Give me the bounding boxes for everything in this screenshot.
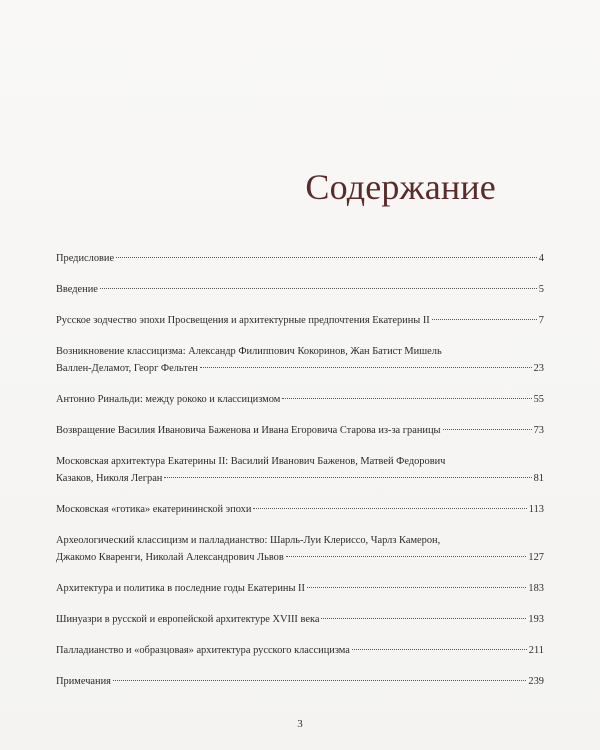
toc-entry bbox=[56, 501, 544, 518]
dot-leader bbox=[200, 367, 532, 368]
toc-entry bbox=[56, 532, 544, 566]
toc-entry bbox=[56, 391, 544, 408]
toc-entry-line-last bbox=[56, 642, 544, 659]
page-number: 3 bbox=[297, 718, 303, 730]
toc-entry-page: 239 bbox=[528, 676, 544, 687]
toc-entry-line-last bbox=[56, 391, 544, 408]
toc-entry-line-last bbox=[56, 312, 544, 329]
toc-entry-title: Русское зодчество эпохи Просвещения и архитектурные предпочтения Екатерины II bbox=[56, 315, 430, 326]
toc-entry-title: Примечания bbox=[56, 676, 111, 687]
toc-entry-title: Антонио Ринальди: между рококо и классицизмом bbox=[56, 394, 281, 405]
toc-entry-line-last bbox=[56, 580, 544, 597]
dot-leader bbox=[113, 680, 526, 681]
dot-leader bbox=[307, 587, 526, 588]
toc-entry bbox=[56, 281, 544, 298]
toc-entry-title: Палладианство и «образцовая» архитектура русского классицизма bbox=[56, 645, 350, 656]
toc-entry-page: 81 bbox=[533, 473, 544, 484]
dot-leader bbox=[253, 508, 526, 509]
toc-entry-title: Валлен-Деламот, Георг Фельтен bbox=[56, 363, 198, 374]
toc-entry bbox=[56, 422, 544, 439]
toc-entry-page: 55 bbox=[533, 394, 544, 405]
toc-entry-line-last bbox=[56, 360, 544, 377]
toc-entry-line-last bbox=[56, 470, 544, 487]
toc-entry-page: 23 bbox=[533, 363, 544, 374]
toc-entry-page: 183 bbox=[528, 583, 544, 594]
toc-entry-title: Шинуазри в русской и европейской архитектуре XVIII века bbox=[56, 614, 320, 625]
toc-entry-page: 193 bbox=[528, 614, 544, 625]
toc-entry bbox=[56, 343, 544, 377]
toc-entry-line-last bbox=[56, 281, 544, 298]
toc-entry bbox=[56, 611, 544, 628]
dot-leader bbox=[116, 257, 537, 258]
dot-leader bbox=[164, 477, 531, 478]
toc-entry-title: Архитектура и политика в последние годы Екатерины II bbox=[56, 583, 305, 594]
toc-entry bbox=[56, 580, 544, 597]
toc-entry-title: Введение bbox=[56, 284, 98, 295]
toc-entry bbox=[56, 642, 544, 659]
dot-leader bbox=[282, 398, 531, 399]
toc-entry-title: Московская архитектура Екатерины II: Василий Иванович Баженов, Матвей Федорович bbox=[56, 456, 446, 467]
toc-entry-title: Возвращение Василия Ивановича Баженова и Ивана Егоровича Старова из-за границы bbox=[56, 425, 441, 436]
dot-leader bbox=[352, 649, 527, 650]
toc-entry bbox=[56, 250, 544, 267]
toc-entry-line-last bbox=[56, 549, 544, 566]
toc-entry-line-last bbox=[56, 250, 544, 267]
toc-entry-line-last bbox=[56, 422, 544, 439]
toc-entry-page: 113 bbox=[528, 504, 544, 515]
dot-leader bbox=[100, 288, 537, 289]
toc-entry-title: Предисловие bbox=[56, 253, 115, 264]
toc-entry-page: 73 bbox=[533, 425, 544, 436]
toc-entry-line-last bbox=[56, 673, 544, 690]
toc-entry-title: Московская «готика» екатерининской эпохи bbox=[56, 504, 252, 515]
page-title: Содержание bbox=[305, 167, 496, 207]
toc-entry-title: Возникновение классицизма: Александр Филиппович Кокоринов, Жан Батист Мишель bbox=[56, 346, 442, 357]
toc-entry-title: Казаков, Николя Легран bbox=[56, 473, 163, 484]
toc-entry-page: 5 bbox=[538, 284, 544, 295]
toc-entry bbox=[56, 453, 544, 487]
toc-entry-line-last bbox=[56, 501, 544, 518]
dot-leader bbox=[321, 618, 526, 619]
dot-leader bbox=[432, 319, 537, 320]
toc-entry-page: 127 bbox=[528, 552, 544, 563]
toc-entry-page: 7 bbox=[538, 315, 544, 326]
toc-entry bbox=[56, 673, 544, 690]
dot-leader bbox=[443, 429, 532, 430]
toc-entry-page: 211 bbox=[528, 645, 544, 656]
toc-entry bbox=[56, 312, 544, 329]
toc-entry-title: Археологический классицизм и палладианство: Шарль-Луи Клериссо, Чарлз Камерон, bbox=[56, 535, 441, 546]
toc-entry-page: 4 bbox=[538, 253, 544, 264]
toc-entry-line-last bbox=[56, 611, 544, 628]
dot-leader bbox=[286, 556, 527, 557]
toc-entry-title: Джакомо Кваренги, Николай Александрович Львов bbox=[56, 552, 284, 563]
table-of-contents bbox=[56, 250, 544, 704]
